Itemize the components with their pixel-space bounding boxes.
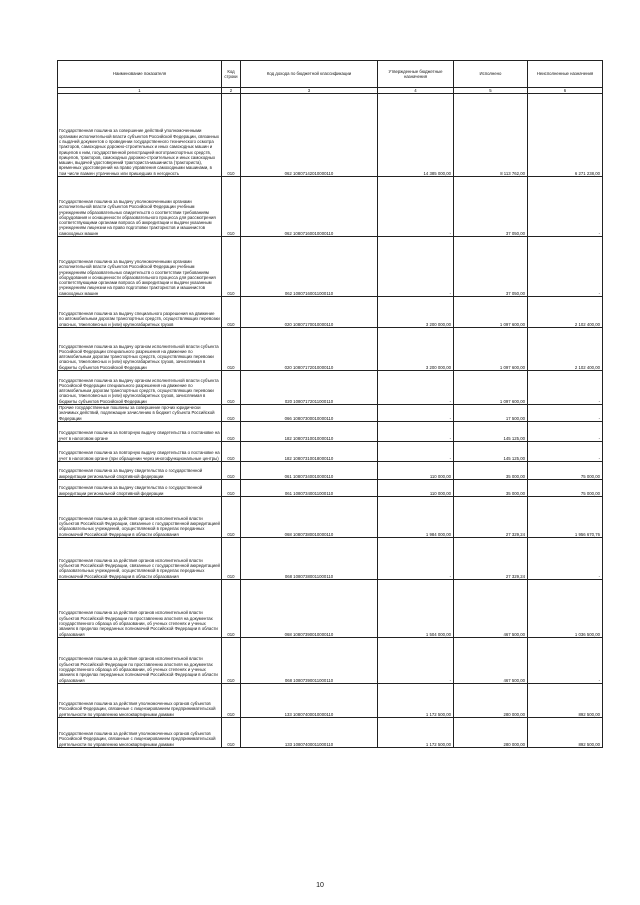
row-code: 010 [222,637,241,683]
table-row [58,328,603,371]
row-code: 010 [222,405,241,422]
row-name: Государственная пошлина за совершение действий уполномоченными органами исполнительной власти субъектов Российской Федерации, связанных с выдачей документов о проведении государственного технического осмотра тракторов, самоходных дорожно-строительных и иных самоходных машин и прицепов к ним, государственной регистрацией мототранспортных средств, прицепов, тракторов, самоходных дорожно-строительных и иных самоходных машин, выдачей удостоверений тракториста-машиниста (тракториста), временных удостоверений на право управления самоходными машинами, в том числе взамен утраченных или пришедших в негодность [58,94,222,177]
row-unexecuted: - [528,177,603,237]
header-unexecuted: Неисполненные назначения [528,61,603,88]
row-bk-code: 062 10807142010000110 [241,94,378,177]
row-executed: 35 000,00 [454,461,528,479]
column-number: 6 [528,88,603,94]
table-row [58,579,603,637]
table-row [58,637,603,683]
row-bk-code: 133 10807400010000110 [241,683,378,717]
row-approved: - [378,537,454,579]
row-executed: 27 329,24 [454,496,528,537]
header-bk: Код дохода по бюджетной классификации [241,61,378,88]
row-code: 010 [222,421,241,441]
table-body [58,94,603,748]
row-executed: 280 000,00 [454,683,528,717]
row-code: 010 [222,297,241,328]
row-bk-code: 182 10807310018000110 [241,441,378,461]
row-unexecuted: 1 036 500,00 [528,579,603,637]
row-approved: - [378,371,454,405]
row-code: 010 [222,717,241,747]
table-row [58,441,603,461]
row-bk-code: 066 10807300010000110 [241,405,378,422]
table-row [58,479,603,496]
row-bk-code: 020 10807170010000110 [241,297,378,328]
table-row [58,297,603,328]
row-unexecuted: 6 271 238,00 [528,94,603,177]
row-code: 010 [222,328,241,371]
row-approved: 1 172 500,00 [378,683,454,717]
row-executed: 17 500,00 [454,405,528,422]
column-number: 3 [241,88,378,94]
row-executed: 1 097 600,00 [454,297,528,328]
row-approved: - [378,637,454,683]
row-code: 010 [222,683,241,717]
row-name: Государственная пошлина за повторную выдачу свидетельства о постановке на учет в налоговом органе [58,421,222,441]
row-unexecuted: - [528,371,603,405]
row-executed: 467 500,00 [454,579,528,637]
table-row [58,177,603,237]
row-unexecuted: 1 956 670,76 [528,496,603,537]
row-name: Государственная пошлина за действия органов исполнительной власти субъектов Российской Федерации, связанные с государственной аккредитацией образовательных учреждений, осуществляемой в пределах переданных полномочий Российской Федерации в области образования [58,537,222,579]
row-unexecuted: - [528,405,603,422]
row-bk-code: 068 10807390010000110 [241,579,378,637]
row-executed: 1 097 600,00 [454,371,528,405]
row-name: Государственная пошлина за действия уполномоченных органов субъектов Российской Федерации, связанные с лицензированием предпринимательской деятельности по управлению многоквартирными домами [58,717,222,747]
table-row [58,371,603,405]
table-row [58,461,603,479]
table-row [58,94,603,177]
row-bk-code: 133 10807400011000110 [241,717,378,747]
row-code: 010 [222,537,241,579]
row-name: Государственная пошлина за повторную выдачу свидетельства о постановке на учет в налоговом органе (при обращении через многофункциональные центры) [58,441,222,461]
row-executed: 145 125,00 [454,441,528,461]
row-name: Государственная пошлина за действия органов исполнительной власти субъектов Российской Федерации, связанные с государственной аккредитацией образовательных учреждений, осуществляемой в пределах переданных полномочий Российской Федерации в области образования [58,496,222,537]
row-code: 010 [222,461,241,479]
row-unexecuted: 75 000,00 [528,479,603,496]
row-code: 010 [222,496,241,537]
row-unexecuted: 892 500,00 [528,717,603,747]
row-name: Государственная пошлина за действия органов исполнительной власти субъектов Российской Федерации по проставлению апостиля на документах государственного образца об образовании, об ученых степенях и ученых званиях в пределах переданных полномочий Российской Федерации в области образования [58,579,222,637]
row-name: Государственная пошлина за выдачу органом исполнительной власти субъекта Российской Федерации специального разрешения на движение по автомобильным дорогам транспортных средств, осуществляющих перевозки опасных, тяжеловесных и (или) крупногабаритных грузов, зачисляемая в бюджеты субъектов Российской Федерации [58,328,222,371]
row-bk-code: 182 10807310010000110 [241,421,378,441]
row-approved: - [378,177,454,237]
column-number: 2 [222,88,241,94]
row-bk-code: 062 10807160011000110 [241,237,378,297]
column-number: 1 [58,88,222,94]
row-approved: 1 172 500,00 [378,717,454,747]
table-row [58,237,603,297]
row-name: Государственная пошлина за выдачу уполномоченными органами исполнительной власти субъектов Российской Федерации учебным учреждениям образовательных свидетельств о соответствии требованиям оборудования и оснащенности образовательного процесса для рассмотрения соответствующими органами вопроса об аккредитации и выдачи указанным учреждениям лицензии на право подготовки трактористов и машинистов самоходных машин [58,237,222,297]
table-row [58,537,603,579]
income-table [57,60,603,748]
row-name: Государственная пошлина за выдачу специального разрешения на движение по автомобильным дорогам транспортных средств, осуществляющих перевозки опасных, тяжеловесных и (или) крупногабаритных грузов [58,297,222,328]
row-code: 010 [222,177,241,237]
row-code: 010 [222,479,241,496]
row-executed: 27 329,24 [454,537,528,579]
row-code: 010 [222,371,241,405]
row-bk-code: 068 10807390011000110 [241,637,378,683]
row-bk-code: 061 10807340011000110 [241,479,378,496]
row-name: Государственная пошлина за действия органов исполнительной власти субъектов Российской Федерации по проставлению апостиля на документах государственного образца об образовании, об ученых степенях и ученых званиях в пределах переданных полномочий Российской Федерации в области образования [58,637,222,683]
header-approved: Утвержденные бюджетные назначения [378,61,454,88]
table-row [58,717,603,747]
column-number: 4 [378,88,454,94]
row-approved: 1 504 000,00 [378,579,454,637]
header-executed: Исполнено [454,61,528,88]
row-name: Государственная пошлина за выдачу свидетельства о государственной аккредитации региональной спортивной федерации [58,479,222,496]
row-bk-code: 062 10807160010000110 [241,177,378,237]
page-number: 10 [316,882,324,889]
row-code: 010 [222,579,241,637]
row-approved: - [378,441,454,461]
table-row [58,683,603,717]
header-row [58,61,603,88]
row-unexecuted: - [528,637,603,683]
row-unexecuted: 2 102 400,00 [528,297,603,328]
row-unexecuted: - [528,421,603,441]
row-unexecuted: 2 102 400,00 [528,328,603,371]
row-code: 010 [222,94,241,177]
row-executed: 37 050,00 [454,237,528,297]
row-approved: 14 385 000,00 [378,94,454,177]
row-bk-code: 020 10807172010000110 [241,328,378,371]
row-approved: - [378,237,454,297]
row-approved: 3 200 000,00 [378,328,454,371]
row-executed: 35 000,00 [454,479,528,496]
row-executed: 280 000,00 [454,717,528,747]
row-unexecuted: 75 000,00 [528,461,603,479]
table-row [58,421,603,441]
row-bk-code: 020 10807172011000110 [241,371,378,405]
row-executed: 37 050,00 [454,177,528,237]
row-executed: 467 500,00 [454,637,528,683]
row-approved: - [378,421,454,441]
row-name: Прочие государственные пошлины за совершение прочих юридически значимых действий, подлежащие зачислению в бюджет субъекта Российской Федерации [58,405,222,422]
row-code: 010 [222,237,241,297]
row-approved: 110 000,00 [378,461,454,479]
row-executed: 8 113 762,00 [454,94,528,177]
row-approved: 110 000,00 [378,479,454,496]
table-row [58,496,603,537]
row-unexecuted: 892 500,00 [528,683,603,717]
row-executed: 1 097 600,00 [454,328,528,371]
column-number: 5 [454,88,528,94]
row-name: Государственная пошлина за выдачу органом исполнительной власти субъекта Российской Федерации специального разрешения на движение по автомобильным дорогам транспортных средств, осуществляющих перевозки опасных, тяжеловесных и (или) крупногабаритных грузов, зачисляемая в бюджеты субъектов Российской Федерации [58,371,222,405]
header-code: Код строки [222,61,241,88]
report-sheet [57,60,602,748]
row-name: Государственная пошлина за выдачу уполномоченными органами исполнительной власти субъектов Российской Федерации учебным учреждениям образовательных свидетельств о соответствии требованиям оборудования и оснащенности образовательного процесса для рассмотрения соответствующими органами вопроса об аккредитации и выдачи указанным учреждениям лицензии на право подготовки трактористов и машинистов самоходных машин [58,177,222,237]
table-row [58,405,603,422]
row-name: Государственная пошлина за выдачу свидетельства о государственной аккредитации региональной спортивной федерации [58,461,222,479]
row-bk-code: 061 10807340010000110 [241,461,378,479]
row-code: 010 [222,441,241,461]
row-bk-code: 068 10807380010000110 [241,496,378,537]
row-approved: 1 984 000,00 [378,496,454,537]
header-name: Наименование показателя [58,61,222,88]
row-bk-code: 068 10807380011000110 [241,537,378,579]
row-approved: 3 200 000,00 [378,297,454,328]
row-executed: 145 125,00 [454,421,528,441]
row-unexecuted: - [528,237,603,297]
row-name: Государственная пошлина за действия уполномоченных органов субъектов Российской Федерации, связанные с лицензированием предпринимательской деятельности по управлению многоквартирными домами [58,683,222,717]
row-unexecuted: - [528,441,603,461]
row-approved: - [378,405,454,422]
row-unexecuted: - [528,537,603,579]
